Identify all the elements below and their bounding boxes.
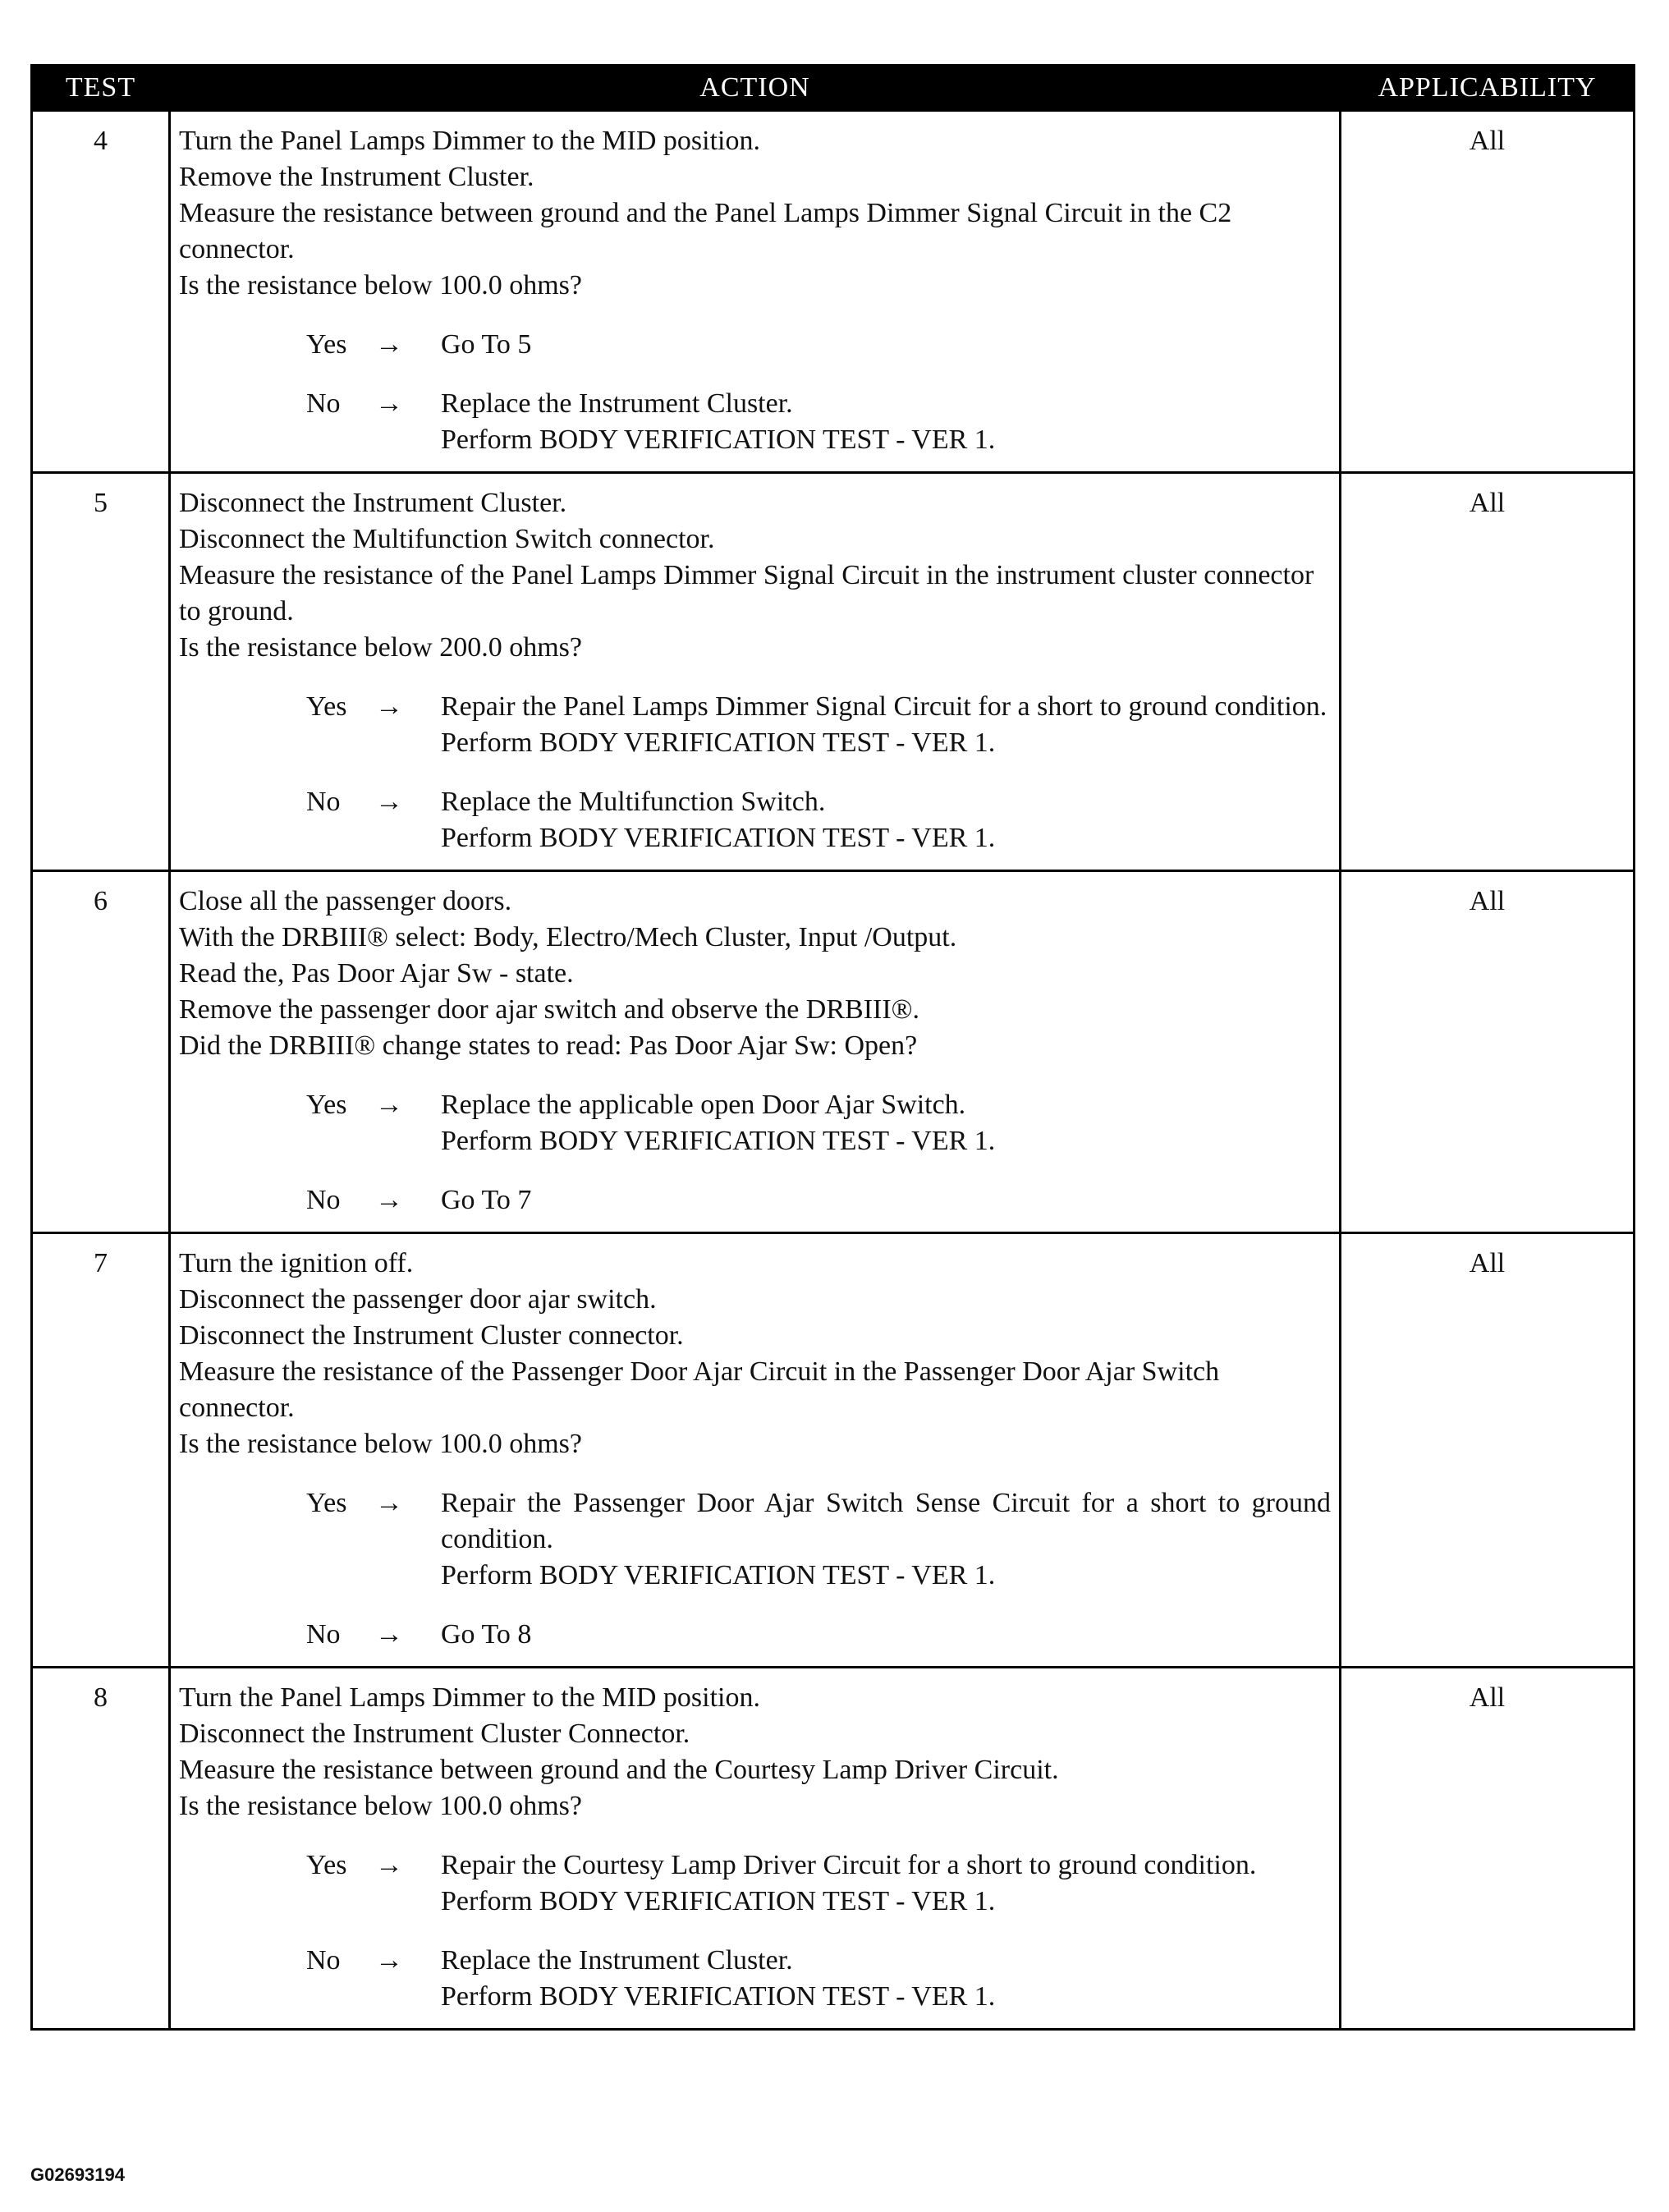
action-cell xyxy=(170,473,1341,871)
outcome-result-line: Perform BODY VERIFICATION TEST - VER 1. xyxy=(441,1981,996,2012)
right-arrow-icon: → xyxy=(375,1185,403,1215)
action-step: Measure the resistance of the Panel Lamps Dimmer Signal Circuit in the instrument cluster connector to ground. xyxy=(179,560,1314,626)
applicability-value: All xyxy=(1341,111,1635,473)
right-arrow-icon: → xyxy=(375,388,403,419)
right-arrow-icon: → xyxy=(375,691,403,722)
action-step: Disconnect the Instrument Cluster Connector. xyxy=(179,1719,690,1749)
action-step: Is the resistance below 100.0 ohms? xyxy=(179,1429,582,1459)
right-arrow-icon: → xyxy=(375,1850,403,1880)
outcome-no xyxy=(179,1182,1331,1218)
action-step: Remove the passenger door ajar switch and observe the DRBIII®. xyxy=(179,994,920,1025)
action-step: Is the resistance below 100.0 ohms? xyxy=(179,270,582,301)
outcome-result-line: Perform BODY VERIFICATION TEST - VER 1. xyxy=(441,1560,996,1590)
outcome-no-label: No xyxy=(306,388,341,419)
action-step: Is the resistance below 100.0 ohms? xyxy=(179,1791,582,1821)
table-row xyxy=(32,1668,1635,2030)
outcome-yes xyxy=(179,689,1331,761)
applicability-value: All xyxy=(1341,473,1635,871)
applicability-value: All xyxy=(1341,871,1635,1233)
diagnostic-test-table xyxy=(30,64,1635,2031)
right-arrow-icon: → xyxy=(375,1488,403,1518)
action-step: Turn the Panel Lamps Dimmer to the MID position. xyxy=(179,1682,760,1713)
outcome-yes-label: Yes xyxy=(306,1488,347,1518)
outcome-result-line: Perform BODY VERIFICATION TEST - VER 1. xyxy=(441,823,996,853)
test-number: 7 xyxy=(32,1233,170,1668)
outcome-no-result xyxy=(441,784,1331,856)
right-arrow-icon: → xyxy=(375,1090,403,1120)
diagnostic-page xyxy=(30,64,1633,2031)
outcome-result-line: Perform BODY VERIFICATION TEST - VER 1. xyxy=(441,1126,996,1156)
outcome-result-line: Repair the Courtesy Lamp Driver Circuit for a short to ground condition. xyxy=(441,1850,1257,1880)
outcome-yes-label: Yes xyxy=(306,1090,347,1120)
action-step: Turn the ignition off. xyxy=(179,1248,414,1278)
outcome-no-label: No xyxy=(306,1945,341,1976)
action-step: Turn the Panel Lamps Dimmer to the MID position. xyxy=(179,126,760,156)
header-action: ACTION xyxy=(170,66,1341,111)
header-test: TEST xyxy=(32,66,170,111)
test-number: 4 xyxy=(32,111,170,473)
action-step: Remove the Instrument Cluster. xyxy=(179,162,534,192)
outcome-no-label: No xyxy=(306,1619,341,1650)
applicability-value: All xyxy=(1341,1233,1635,1668)
right-arrow-icon: → xyxy=(375,1945,403,1976)
outcome-no xyxy=(179,1617,1331,1653)
right-arrow-icon: → xyxy=(375,329,403,360)
right-arrow-icon: → xyxy=(375,1619,403,1650)
outcome-no-result xyxy=(441,386,1331,458)
action-cell xyxy=(170,1233,1341,1668)
outcome-result-line: Repair the Panel Lamps Dimmer Signal Circuit for a short to ground condition. xyxy=(441,691,1327,722)
outcome-yes xyxy=(179,1485,1331,1594)
action-cell xyxy=(170,111,1341,473)
outcome-yes-result xyxy=(441,327,1331,363)
test-number: 6 xyxy=(32,871,170,1233)
outcome-result-line: Go To 8 xyxy=(441,1619,532,1650)
action-step: Close all the passenger doors. xyxy=(179,886,512,916)
test-number: 8 xyxy=(32,1668,170,2030)
action-cell xyxy=(170,871,1341,1233)
outcome-no xyxy=(179,386,1331,458)
outcome-no-label: No xyxy=(306,1185,341,1215)
right-arrow-icon: → xyxy=(375,787,403,817)
action-step: Read the, Pas Door Ajar Sw - state. xyxy=(179,958,574,989)
outcome-result-line: Replace the applicable open Door Ajar Switch. xyxy=(441,1090,966,1120)
outcome-result-line: Perform BODY VERIFICATION TEST - VER 1. xyxy=(441,1886,996,1916)
outcome-yes xyxy=(179,1847,1331,1920)
figure-code: G02693194 xyxy=(30,2164,125,2185)
outcome-result-line: Go To 5 xyxy=(441,329,532,360)
outcome-no-result xyxy=(441,1617,1331,1653)
test-number: 5 xyxy=(32,473,170,871)
outcome-result-line: Perform BODY VERIFICATION TEST - VER 1. xyxy=(441,425,996,455)
header-applicability: APPLICABILITY xyxy=(1341,66,1635,111)
table-row xyxy=(32,111,1635,473)
outcome-yes-result xyxy=(441,1087,1331,1159)
outcome-result-line: Replace the Instrument Cluster. xyxy=(441,388,793,419)
outcome-result-line: Go To 7 xyxy=(441,1185,532,1215)
action-step: Is the resistance below 200.0 ohms? xyxy=(179,632,582,663)
action-step: Did the DRBIII® change states to read: Pas Door Ajar Sw: Open? xyxy=(179,1030,918,1061)
action-step: Disconnect the passenger door ajar switch. xyxy=(179,1284,657,1315)
outcome-no xyxy=(179,1943,1331,2015)
outcome-result-line: Perform BODY VERIFICATION TEST - VER 1. xyxy=(441,727,996,758)
outcome-yes xyxy=(179,1087,1331,1159)
action-step: Disconnect the Instrument Cluster. xyxy=(179,488,567,518)
outcome-result-line: Replace the Multifunction Switch. xyxy=(441,787,826,817)
outcome-no xyxy=(179,784,1331,856)
action-cell xyxy=(170,1668,1341,2030)
table-row xyxy=(32,473,1635,871)
action-step: Measure the resistance of the Passenger Door Ajar Circuit in the Passenger Door Ajar Switch connector. xyxy=(179,1356,1220,1423)
outcome-yes-result xyxy=(441,1847,1331,1920)
action-step: Measure the resistance between ground and the Courtesy Lamp Driver Circuit. xyxy=(179,1755,1059,1785)
table-row xyxy=(32,871,1635,1233)
outcome-no-result xyxy=(441,1182,1331,1218)
table-header-row xyxy=(32,66,1635,111)
action-step: Measure the resistance between ground and the Panel Lamps Dimmer Signal Circuit in the C2 connector. xyxy=(179,198,1232,264)
outcome-yes-label: Yes xyxy=(306,691,347,722)
outcome-yes-result xyxy=(441,1485,1331,1594)
outcome-yes-label: Yes xyxy=(306,1850,347,1880)
action-step: Disconnect the Multifunction Switch connector. xyxy=(179,524,715,554)
table-row xyxy=(32,1233,1635,1668)
outcome-no-result xyxy=(441,1943,1331,2015)
action-step: Disconnect the Instrument Cluster connector. xyxy=(179,1320,684,1351)
outcome-result-line: Replace the Instrument Cluster. xyxy=(441,1945,793,1976)
table-body xyxy=(32,111,1635,2030)
outcome-no-label: No xyxy=(306,787,341,817)
outcome-yes-result xyxy=(441,689,1331,761)
action-step: With the DRBIII® select: Body, Electro/Mech Cluster, Input /Output. xyxy=(179,922,957,952)
outcome-yes xyxy=(179,327,1331,363)
applicability-value: All xyxy=(1341,1668,1635,2030)
outcome-result-line: Repair the Passenger Door Ajar Switch Sense Circuit for a short to ground condition. xyxy=(441,1488,1331,1554)
outcome-yes-label: Yes xyxy=(306,329,347,360)
